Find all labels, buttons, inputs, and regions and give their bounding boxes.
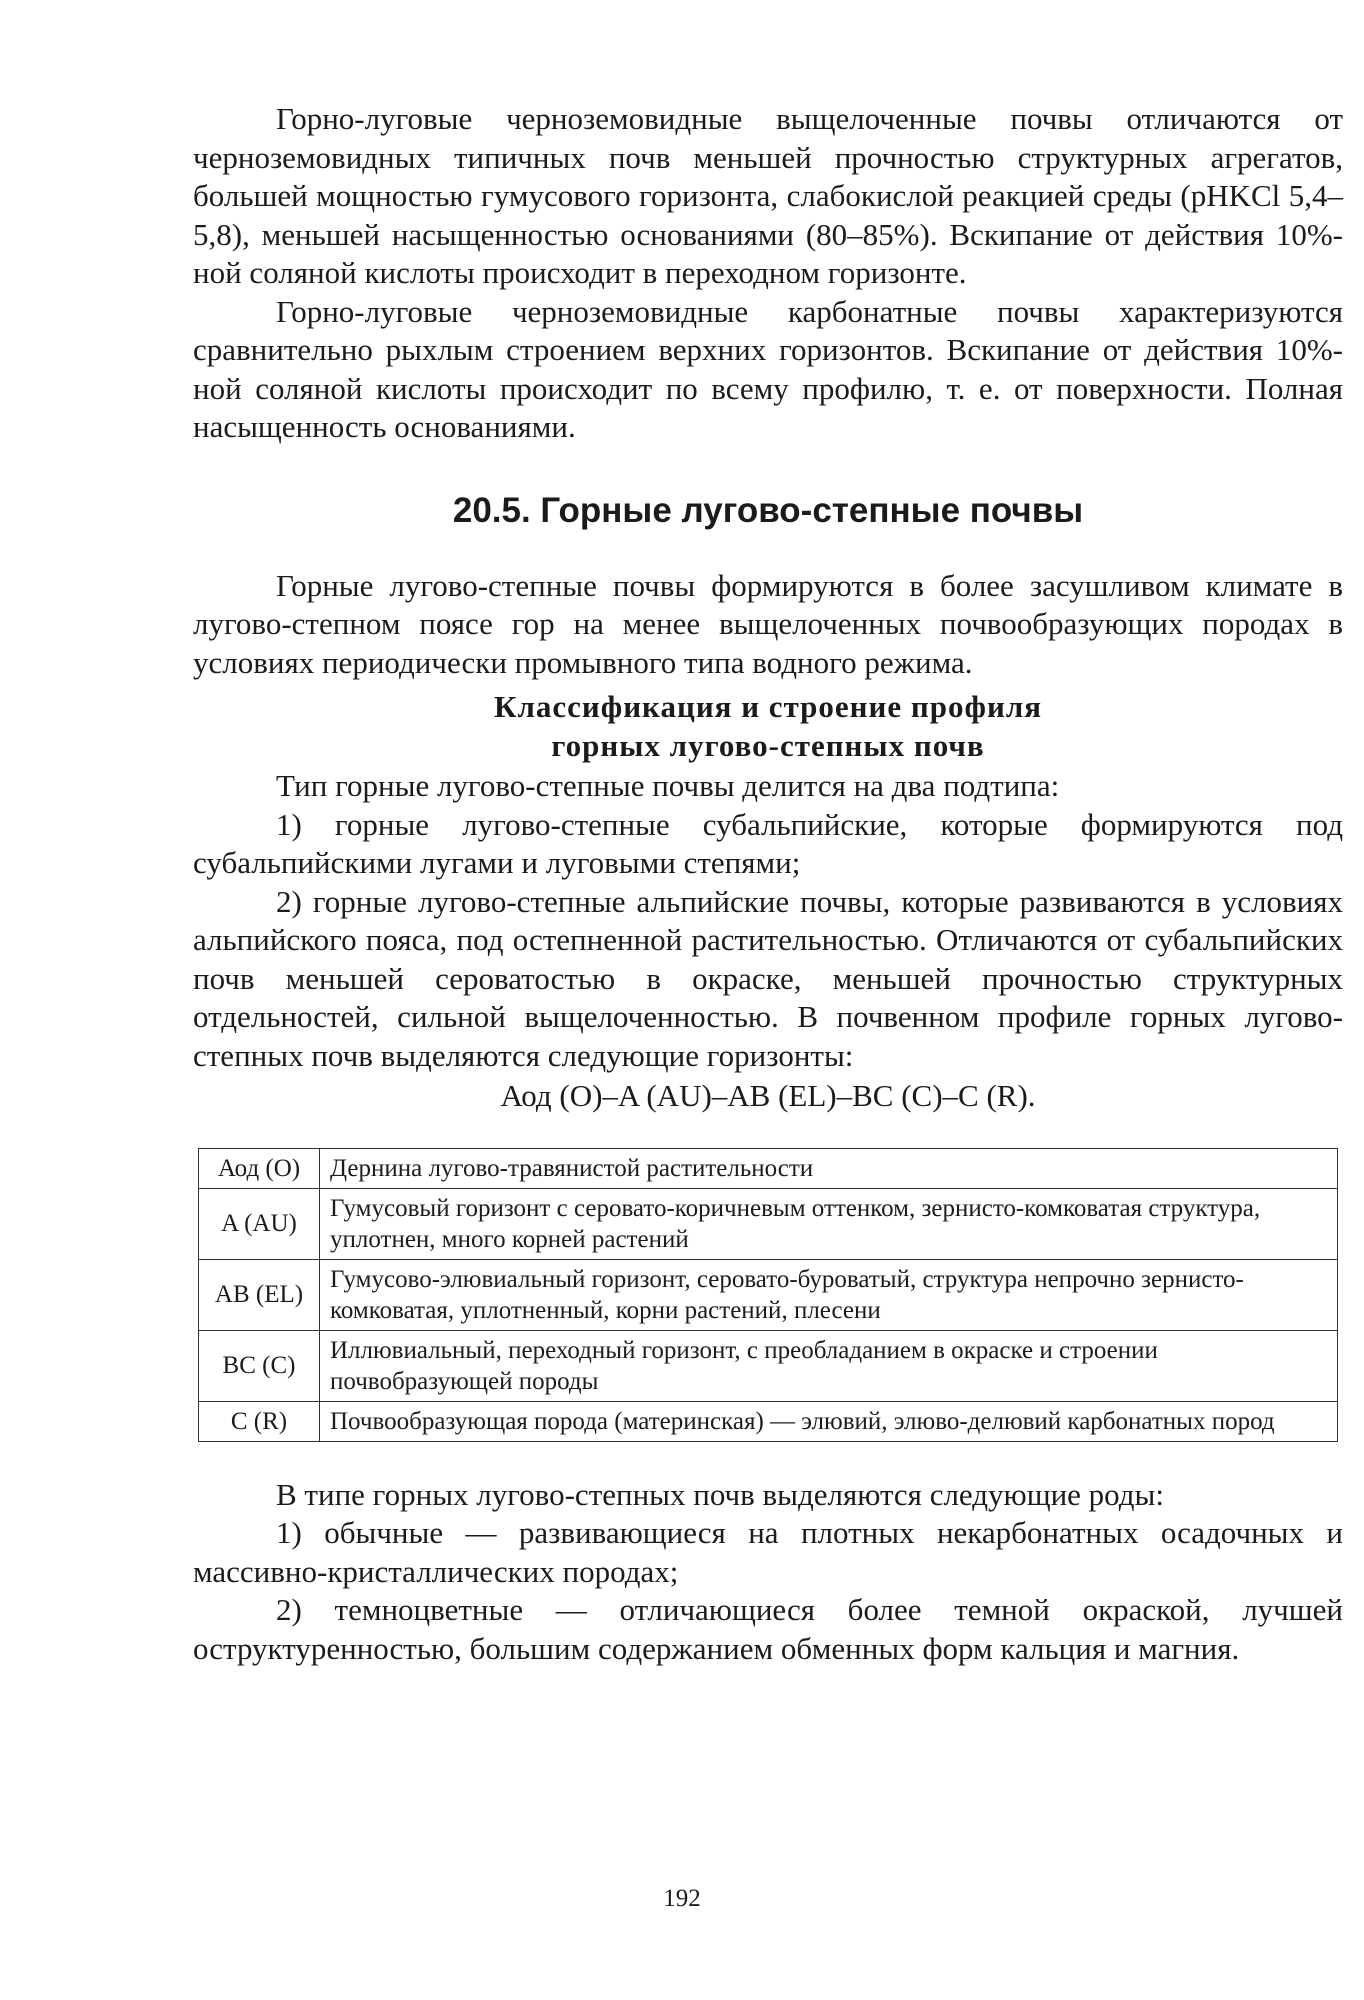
table-row	[199, 1401, 1338, 1441]
paragraph-leached: Горно-луговые черноземовидные выщелоченные почвы отличаются от черноземовидных типичных почв меньшей прочностью структурных агрегатов, большей мощностью гумусового горизонта, слабокислой реакцией среды (pHKCl 5,4–5,8), меньшей насыщенностью основаниями (80–85%). Вскипание от действия 10%-ной соляной кислоты происходит в переходном горизонте.	[193, 101, 1343, 290]
classification-heading-line1: Классификация и строение профиля	[494, 689, 1042, 724]
section-intro: Горные лугово-степные почвы формируются в более засушливом климате в лугово-степном поясе гор на менее выщелоченных почвообразующих породах в условиях периодически промывного типа водного режима.	[193, 567, 1343, 680]
horizon-description: Гумусовый горизонт с серовато-коричневым оттенком, зернисто-комковатая структура, уплотнен, много корней растений	[320, 1188, 1338, 1259]
horizon-formula: Аод (O)–A (AU)–AB (EL)–BC (C)–C (R).	[500, 1078, 1036, 1113]
table-row	[199, 1330, 1338, 1401]
table-row	[199, 1148, 1338, 1188]
horizon-code: Аод (O)	[199, 1148, 320, 1188]
page-content	[193, 100, 1343, 1668]
genus-dark: 2) темноцветные — отличающиеся более темной окраской, лучшей оструктуренностью, большим содержанием обменных форм кальция и магния.	[193, 1592, 1343, 1666]
horizon-code: C (R)	[199, 1401, 320, 1441]
horizons-table	[198, 1148, 1338, 1442]
subtype-alpine: 2) горные лугово-степные альпийские почвы, которые развиваются в условиях альпийского пояса, под остепненной растительностью. Отличаются от субальпийских почв меньшей сероватостью в окраске, меньшей прочностью структурных отдельностей, сильной выщелоченностью. В почвенном профиле горных лугово-степных почв выделяются следующие горизонты:	[193, 883, 1343, 1073]
subtypes-intro: Тип горные лугово-степные почвы делится на два подтипа:	[276, 768, 1060, 803]
table-row	[199, 1259, 1338, 1330]
horizon-description: Иллювиальный, переходный горизонт, с преобладанием в окраске и строении почвобразующей породы	[320, 1330, 1338, 1401]
classification-heading-line2: горных лугово-степных почв	[551, 727, 985, 763]
horizon-code: A (AU)	[199, 1188, 320, 1259]
horizon-description: Дернина лугово-травянистой растительности	[320, 1148, 1338, 1188]
page-number: 192	[663, 1885, 701, 1912]
table-row	[199, 1188, 1338, 1259]
horizon-code: BC (C)	[199, 1330, 320, 1401]
genus-ordinary: 1) обычные — развивающиеся на плотных некарбонатных осадочных и массивно-кристаллических породах;	[193, 1515, 1343, 1589]
classification-heading	[193, 688, 1343, 765]
horizon-description: Гумусово-элювиальный горизонт, серовато-буроватый, структура непрочно зернисто-комковатая, уплотненный, корни растений, плесени	[320, 1259, 1338, 1330]
section-title: 20.5. Горные лугово-степные почвы	[452, 490, 1084, 530]
horizon-code: AB (EL)	[199, 1259, 320, 1330]
subtype-subalpine: 1) горные лугово-степные субальпийские, которые формируются под субальпийскими лугами и луговыми степями;	[193, 806, 1343, 880]
paragraph-carbonate: Горно-луговые черноземовидные карбонатные почвы характеризуются сравнительно рыхлым строением верхних горизонтов. Вскипание от действия 10%-ной соляной кислоты происходит по всему профилю, т. е. от поверхности. Полная насыщенность основаниями.	[193, 293, 1343, 444]
genera-intro: В типе горных лугово-степных почв выделяются следующие роды:	[276, 1476, 1164, 1512]
horizon-description: Почвообразующая порода (материнская) — элювий, элюво-делювий карбонатных пород	[320, 1401, 1338, 1441]
